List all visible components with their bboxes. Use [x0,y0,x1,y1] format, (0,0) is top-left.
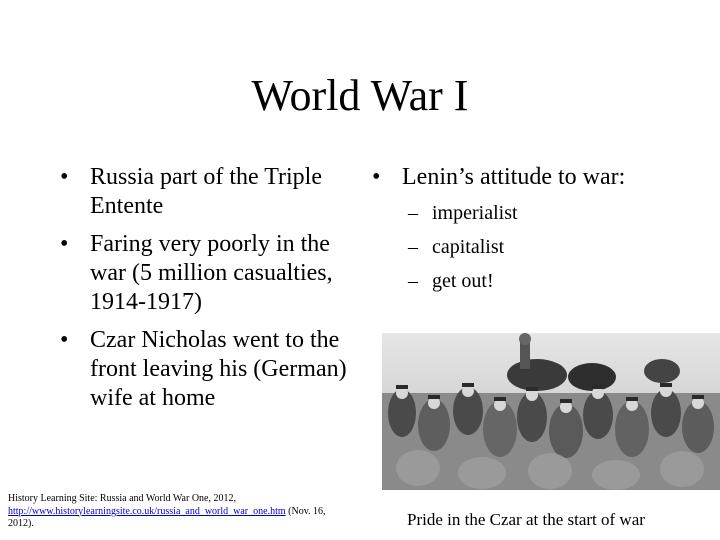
image-caption: Pride in the Czar at the start of war [407,510,645,529]
left-column [60,163,360,422]
historical-photo [382,333,720,490]
bullet-text: Lenin’s attitude to war: [402,164,626,190]
sub-bullet-item [372,269,652,293]
bullet-text: Faring very poorly in the war (5 million casualties, 1914-1917) [90,231,333,315]
slide-title: World War I [251,71,469,120]
citation-text: History Learning Site: Russia and World War One, 2012, [8,493,236,504]
sub-bullet-text: capitalist [432,236,505,258]
bullet-item [60,163,360,221]
sub-bullet-text: get out! [432,270,494,292]
bullet-glyph: • [60,231,69,257]
bullet-item [60,230,360,317]
dash-glyph: – [408,270,418,292]
bullet-text: Russia part of the Triple Entente [90,164,322,219]
right-bullet-list [372,163,652,192]
sub-bullet-item [372,201,652,225]
bullet-text: Czar Nicholas went to the front leaving his (German) wife at home [90,327,347,411]
citation-date: (Nov. 16, 2012). [8,505,326,529]
dash-glyph: – [408,236,418,258]
sub-bullet-item [372,235,652,259]
sub-bullet-text: imperialist [432,202,518,224]
bullet-item [372,163,652,192]
left-bullet-list [60,163,360,413]
right-column [372,163,652,303]
sub-bullet-list [372,201,652,293]
bullet-glyph: • [60,164,69,190]
bullet-item [60,326,360,413]
citation [8,493,338,531]
citation-link[interactable]: http://www.historylearningsite.co.uk/russia_and_world_war_one.htm [8,505,286,517]
bullet-glyph: • [372,164,381,190]
bullet-glyph: • [60,327,69,353]
dash-glyph: – [408,202,418,224]
